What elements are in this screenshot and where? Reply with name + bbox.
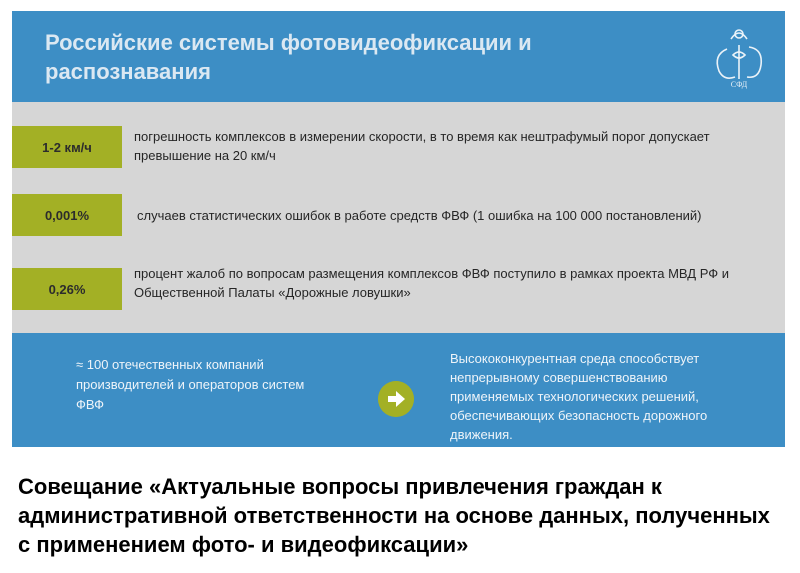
slide (12, 11, 785, 447)
slide-header (12, 11, 785, 102)
stat-description: погрешность комплексов в измерении скорости, в то время как нештрафумый порог допускает превышение на 20 км/ч (134, 129, 710, 163)
stat-badge: 0,26% (12, 268, 122, 310)
footer-right-text: Высококонкурентная среда способствует непрерывному совершенствованию применяемых технологических решений, обеспечивающих безопасность дорожного движения. (450, 351, 708, 442)
stat-badge: 1-2 км/ч (12, 126, 122, 168)
stat-description: случаев статистических ошибок в работе средств ФВФ (1 ошибка на 100 000 постановлений) (137, 208, 702, 223)
arrow-right-icon (378, 381, 414, 417)
stat-badge: 0,001% (12, 194, 122, 236)
stat-description: процент жалоб по вопросам размещения комплексов ФВФ поступило в рамках проекта МВД РФ и Общественной Палаты «Дорожные ловушки» (134, 266, 729, 300)
logo-text: СФД (730, 80, 748, 89)
slide-footer (12, 333, 785, 447)
slide-title: Российские системы фотовидеофиксации и распознавания (45, 30, 532, 84)
sfd-logo-icon (705, 19, 773, 91)
footer-left-text: ≈ 100 отечественных компаний производителей и операторов систем ФВФ (76, 357, 305, 412)
meeting-caption: Совещание «Актуальные вопросы привлечения граждан к административной ответственности на основе данных, полученных с применением фото- и видеофиксации» (18, 474, 770, 557)
